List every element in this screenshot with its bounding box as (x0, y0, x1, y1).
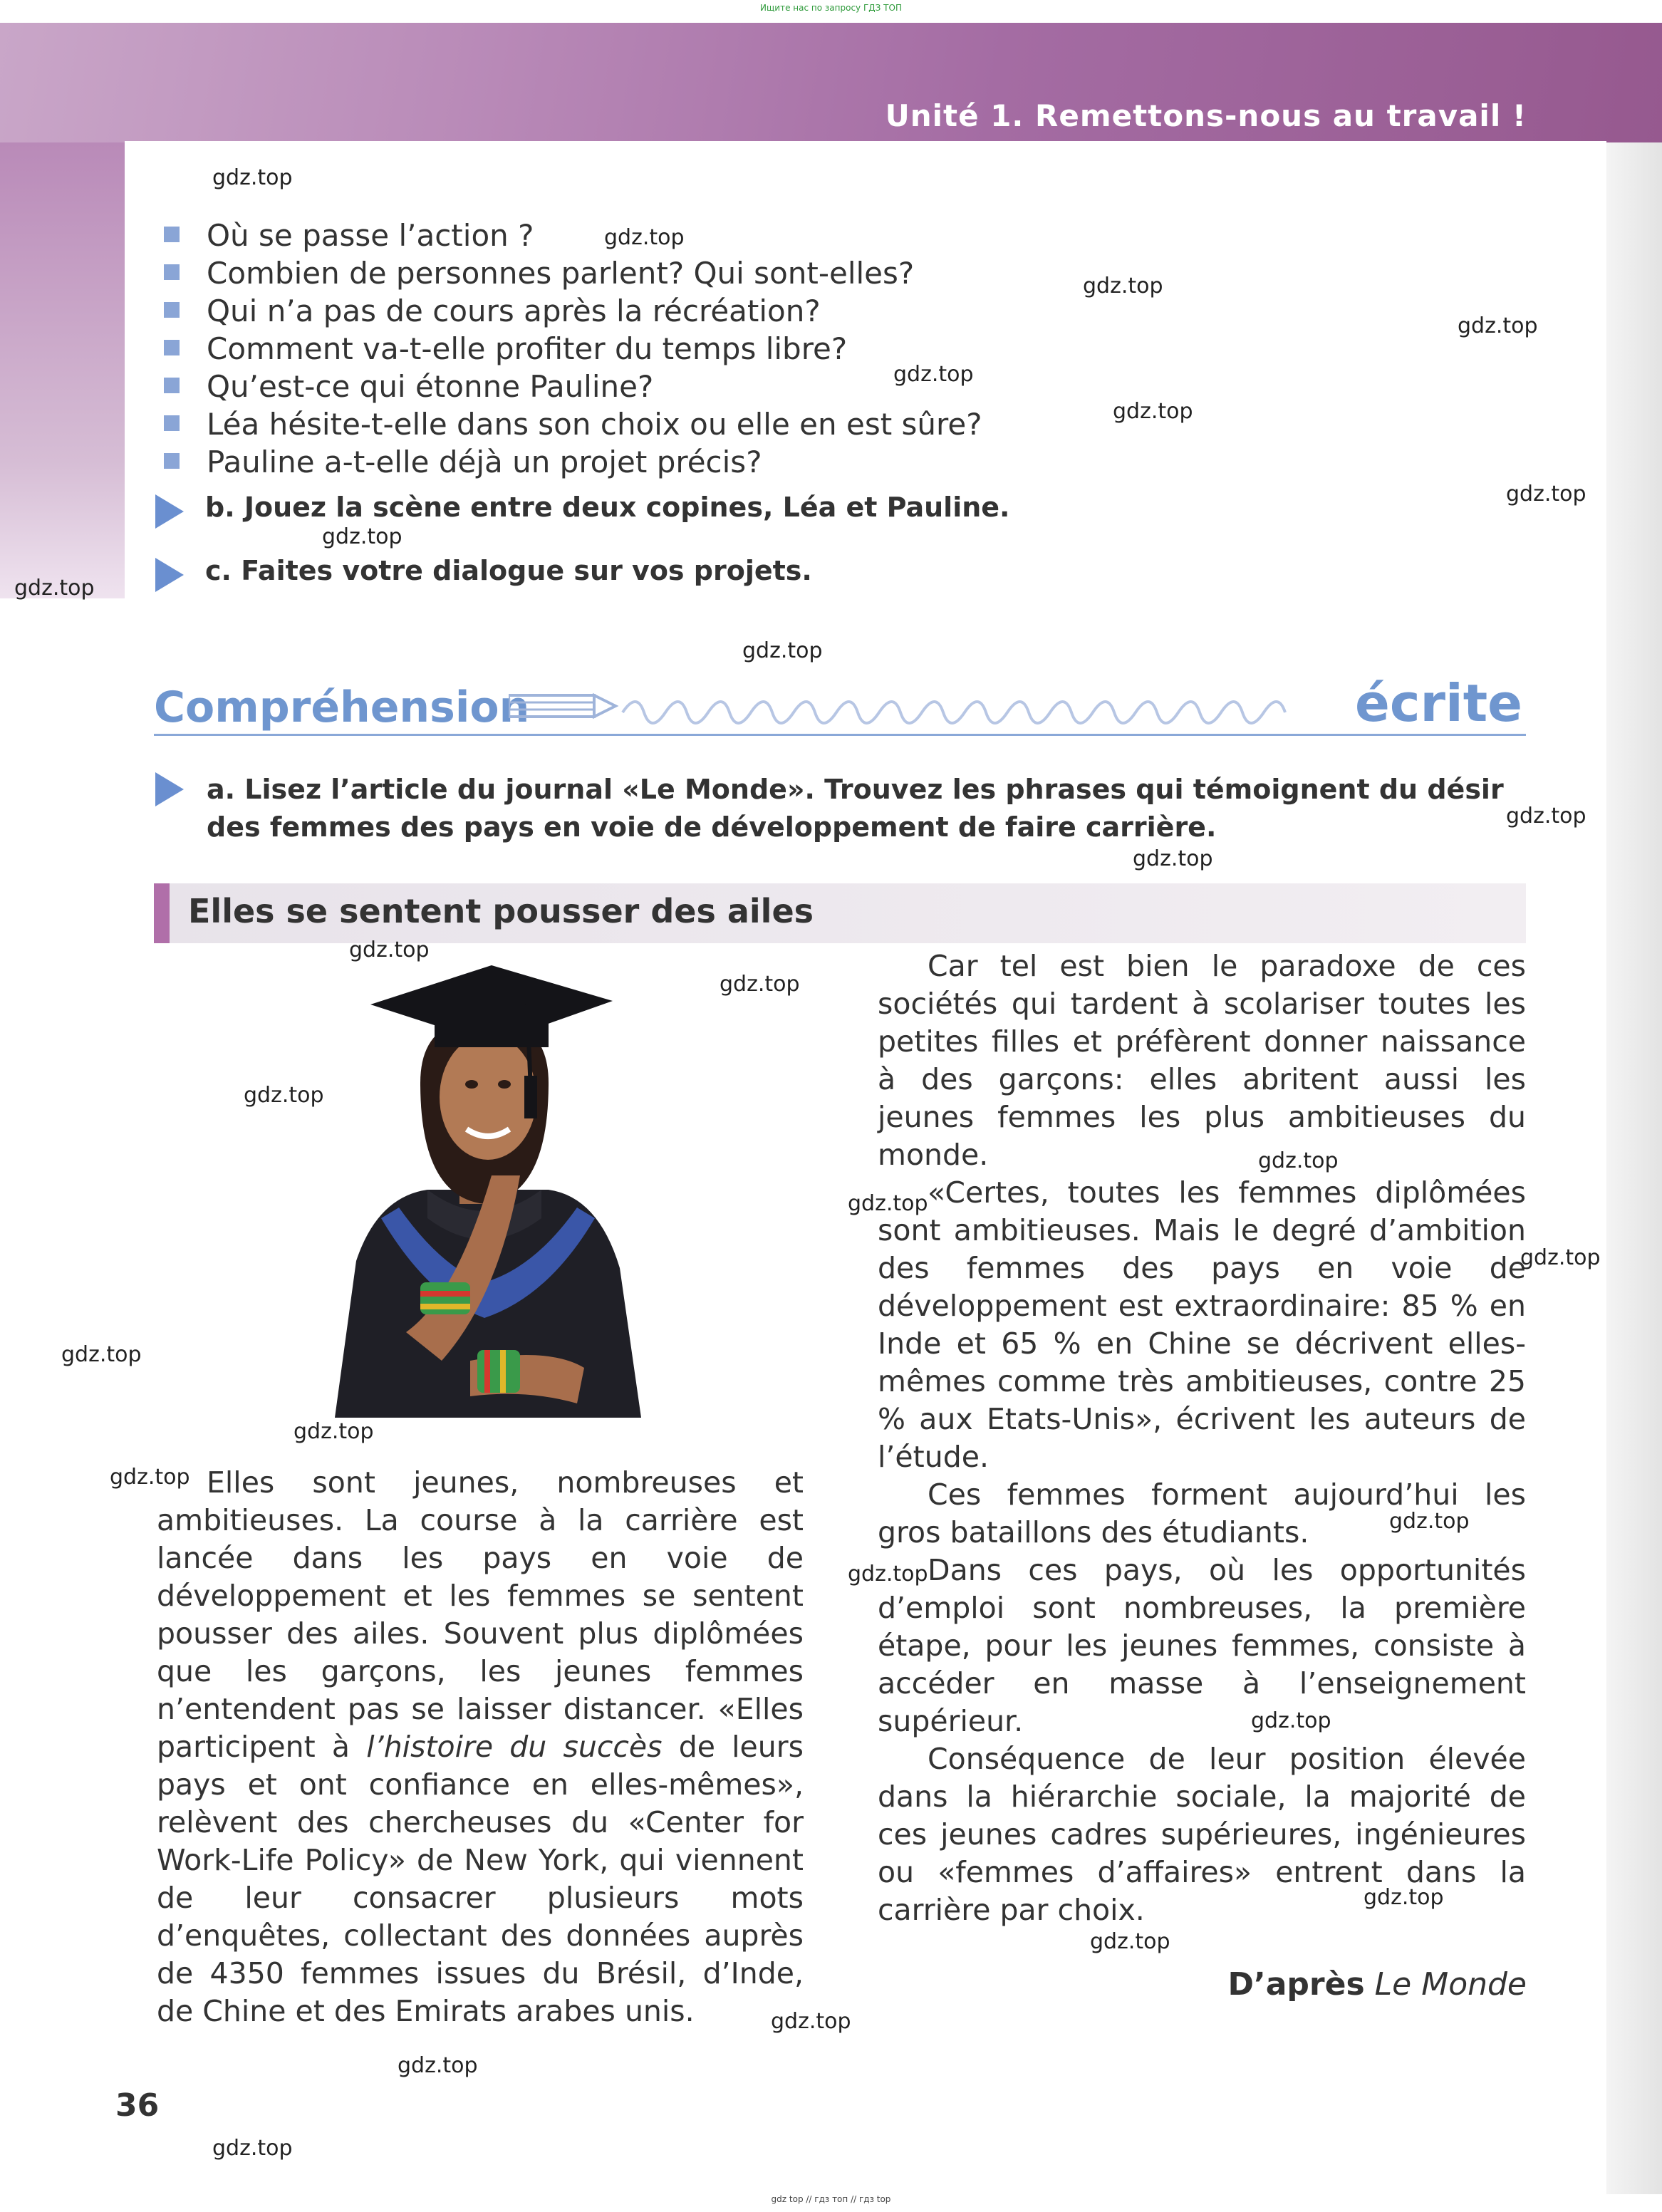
watermark-text: gdz.top (1258, 1148, 1339, 1173)
watermark-text: gdz.top (1133, 846, 1213, 871)
question-item: Qui n’a pas de cours après la récréation? (207, 294, 821, 328)
article-paragraph: Conséquence de leur position élevée dans la hiérarchie sociale, la majorité de ces jeunes cadres supérieures, ingénieures ou «femmes d’affaires» entrent dans la carrière par choix. (878, 1742, 1526, 1927)
watermark-text: gdz.top (110, 1465, 190, 1490)
article-paragraph: Car tel est bien le paradoxe de ces sociétés qui tardent à scolariser toutes les petites filles et préfèrent donner naissance à des garçons: elles abritent aussi les jeunes femmes les plus ambitieuses du monde. (878, 949, 1526, 1172)
article-title-accent (154, 883, 170, 943)
section-divider (154, 734, 1526, 736)
watermark-text: gdz.top (848, 1191, 928, 1216)
play-triangle-icon (155, 558, 184, 592)
watermark-text: gdz.top (742, 638, 823, 663)
graduate-woman-photo (313, 962, 655, 1418)
watermark-text: gdz.top (349, 938, 430, 962)
watermark-text: gdz.top (1364, 1885, 1444, 1910)
watermark-text: gdz.top (1506, 482, 1586, 507)
unit-title: Unité 1. Remettons-nous au travail ! (885, 98, 1527, 133)
play-triangle-icon (155, 494, 184, 529)
banner-side-decoration (0, 142, 125, 598)
watermark-text: gdz.top (604, 225, 685, 250)
article-paragraph: «Certes, toutes les femmes diplômées sont ambitieuses. Mais le degré d’ambition des femmes des pays en voie de développement est extraordinaire: 85 % en Inde et 65 % en Chine se décrivent elles-mêmes comme très ambitieuses, contre 25 % aux Etats-Unis», écrivent les auteurs de l’étude. (878, 1175, 1526, 1474)
watermark-text: gdz.top (1520, 1245, 1601, 1270)
bullet-square-icon (164, 340, 180, 355)
watermark-text: gdz.top (1458, 313, 1538, 338)
watermark-text: gdz.top (1506, 804, 1586, 829)
question-item: Comment va-t-elle profiter du temps libre? (207, 331, 847, 366)
section-title-left: Compréhension (154, 682, 530, 732)
watermark-text: gdz.top (1113, 399, 1193, 424)
top-note: Ищите нас по запросу ГДЗ ТОП (760, 3, 902, 13)
watermark-text: gdz.top (1083, 274, 1163, 298)
bullet-square-icon (164, 302, 180, 318)
watermark-text: gdz.top (893, 362, 974, 387)
article-right-column (878, 947, 1526, 1929)
article-paragraph: Dans ces pays, où les opportunités d’emploi sont nombreuses, la première étape, pour les jeunes femmes, consiste à accéder en masse à l’enseignement supérieur. (878, 1553, 1526, 1738)
watermark-text: gdz.top (771, 2009, 851, 2034)
bullet-square-icon (164, 415, 180, 431)
bullet-square-icon (164, 378, 180, 393)
watermark-text: gdz.top (212, 2136, 293, 2161)
bullet-square-icon (164, 264, 180, 280)
question-item: Léa hésite-t-elle dans son choix ou elle en est sûre? (207, 407, 982, 442)
watermark-text: gdz.top (322, 524, 402, 549)
watermark-text: gdz.top (14, 576, 95, 601)
pencil-scribble-icon (509, 691, 1335, 734)
question-item: Pauline a-t-elle déjà un projet précis? (207, 445, 762, 479)
play-triangle-icon (155, 772, 184, 806)
page-number: 36 (115, 2087, 160, 2124)
article-source: D’après Le Monde (1227, 1966, 1527, 2003)
bottom-note: gdz top // гдз топ // гдз top (771, 2194, 891, 2204)
watermark-text: gdz.top (212, 165, 293, 190)
question-item: Où se passe l’action ? (207, 218, 534, 253)
watermark-text: gdz.top (848, 1562, 928, 1587)
watermark-text: gdz.top (1251, 1708, 1331, 1733)
article-title: Elles se sentent pousser des ailes (188, 892, 814, 930)
watermark-text: gdz.top (61, 1342, 142, 1367)
article-left-column (157, 1464, 804, 2030)
watermark-text: gdz.top (1090, 1929, 1170, 1954)
watermark-text: gdz.top (398, 2053, 478, 2078)
bullet-square-icon (164, 453, 180, 469)
article-paragraph: Ces femmes forment aujourd’hui les gros bataillons des étudiants. (878, 1478, 1526, 1549)
page-edge-shadow (1606, 142, 1662, 2194)
watermark-text: gdz.top (720, 972, 800, 997)
watermark-text: gdz.top (1389, 1509, 1470, 1534)
watermark-text: gdz.top (294, 1419, 374, 1444)
watermark-text: gdz.top (244, 1083, 324, 1108)
question-item: Combien de personnes parlent? Qui sont-elles? (207, 256, 914, 291)
article-paragraph: Elles sont jeunes, nombreuses et ambitieuses. La course à la carrière est lancée dans les pays en voie de développement et les femmes se sentent pousser des ailes. Souvent plus diplômées que les garçons, les jeunes femmes n’entendent pas se laisser distancer. «Elles participent à l’histoire du succès de leurs pays et ont confiance en elles-mêmes», relèvent des chercheuses du «Center for Work-Life Policy» de New York, qui viennent de leur consacrer plusieurs mots d’enquêtes, collectant des données auprès de 4350 femmes issues du Brésil, d’Inde, de Chine et des Emirats arabes unis. (157, 1465, 804, 2028)
question-item: Qu’est-ce qui étonne Pauline? (207, 369, 653, 404)
section-title-right: écrite (1355, 673, 1522, 733)
bullet-square-icon (164, 227, 180, 242)
